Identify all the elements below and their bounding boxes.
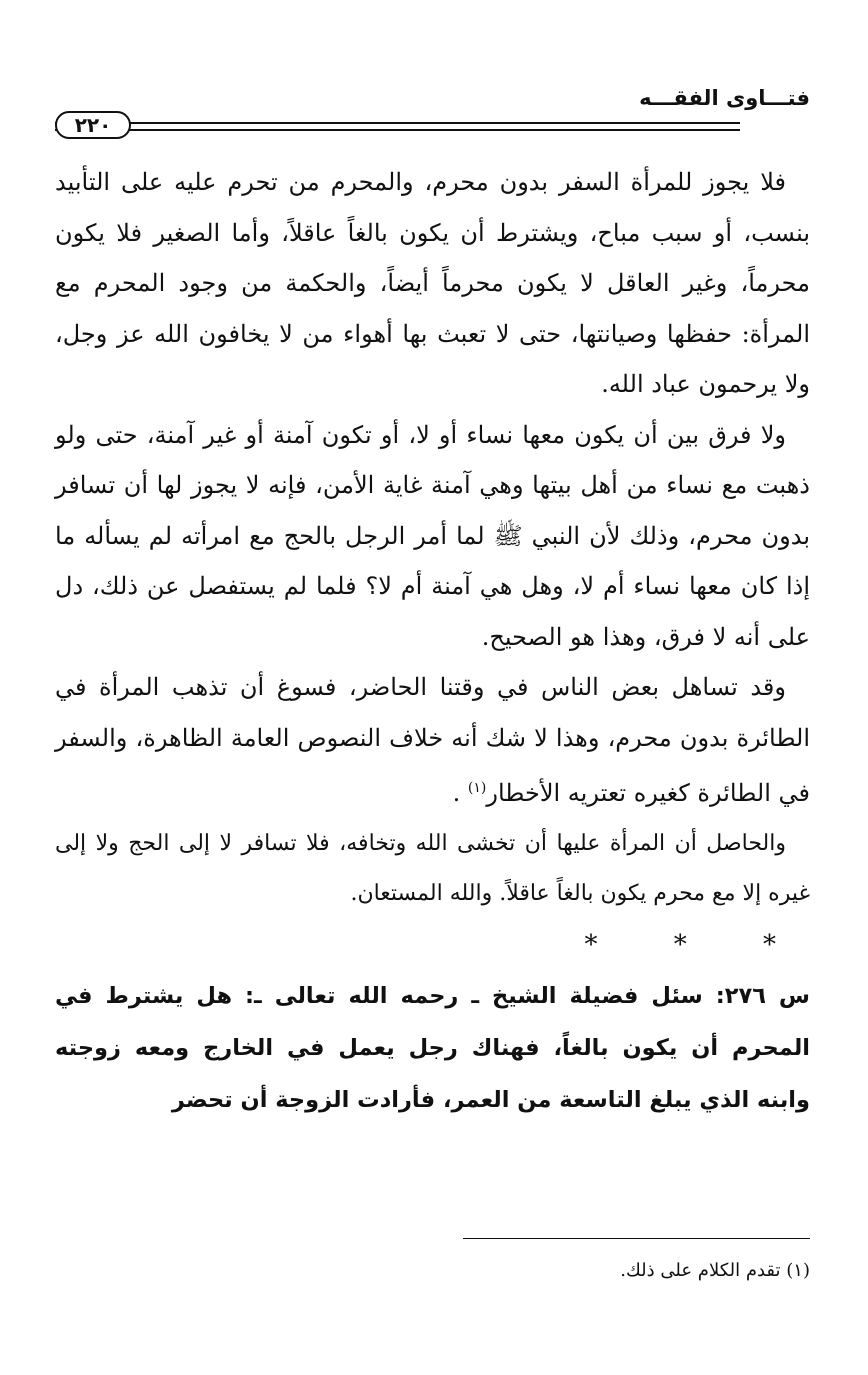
footnote-reference: (١) [467, 780, 487, 796]
page-number: ٢٢٠ [55, 111, 131, 139]
footnote-rule [463, 1238, 810, 1239]
footnote-text: (١) تقدم الكلام على ذلك. [620, 1260, 810, 1281]
running-header-title: فتـــاوى الفقـــه [639, 86, 810, 110]
question-text: س ٢٧٦: سئل فضيلة الشيخ ـ رحمه الله تعالى ـ: هل يشترط في المحرم أن يكون بالغاً، فهناك رجل يعمل في الخارج ومعه زوجته وابنه الذي يبلغ التاسعة من العمر، فأرادت الزوجة أن تحضر [55, 982, 810, 1113]
paragraph-3-end: . [452, 779, 468, 807]
paragraph-3-text: وقد تساهل بعض الناس في وقتنا الحاضر، فسوغ أن تذهب المرأة في الطائرة بدون محرم، وهذا لا شك أنه خلاف النصوص العامة الظاهرة، والسفر في الطائرة كغيره تعتريه الأخطار [55, 673, 810, 807]
section-separator: * * * [584, 929, 810, 960]
paragraph-3 [55, 662, 810, 819]
paragraph-1: فلا يجوز للمرأة السفر بدون محرم، والمحرم من تحرم عليه على التأبيد بنسب، أو سبب مباح، ويشترط أن يكون بالغاً عاقلاً، وأما الصغير فلا يكون محرماً، وغير العاقل لا يكون محرماً أيضاً، والحكمة من وجود المحرم مع المرأة: حفظها وصيانتها، حتى لا تعبث بها أهواء من لا يخافون الله عز وجل، ولا يرحمون عباد الله. [55, 168, 810, 398]
paragraph-2: ولا فرق بين أن يكون معها نساء أو لا، أو تكون آمنة أو غير آمنة، حتى ولو ذهبت مع نساء من أهل بيتها وهي آمنة غاية الأمن، فإنه لا يجوز لها أن تسافر بدون محرم، وذلك لأن النبي ﷺ لما أمر الرجل بالحج مع امرأته لم يسأله ما إذا كان معها نساء أم لا، وهل هي آمنة أم لا؟ فلما لم يستفصل عن ذلك، دل على أنه لا فرق، وهذا هو الصحيح. [55, 420, 810, 651]
header-double-rule [55, 122, 740, 131]
paragraph-4: والحاصل أن المرأة عليها أن تخشى الله وتخافه، فلا تسافر لا إلى الحج ولا إلى غيره إلا مع محرم يكون بالغاً عاقلاً. والله المستعان. [55, 830, 810, 906]
question-block [55, 970, 810, 1126]
page-body [55, 157, 810, 1126]
